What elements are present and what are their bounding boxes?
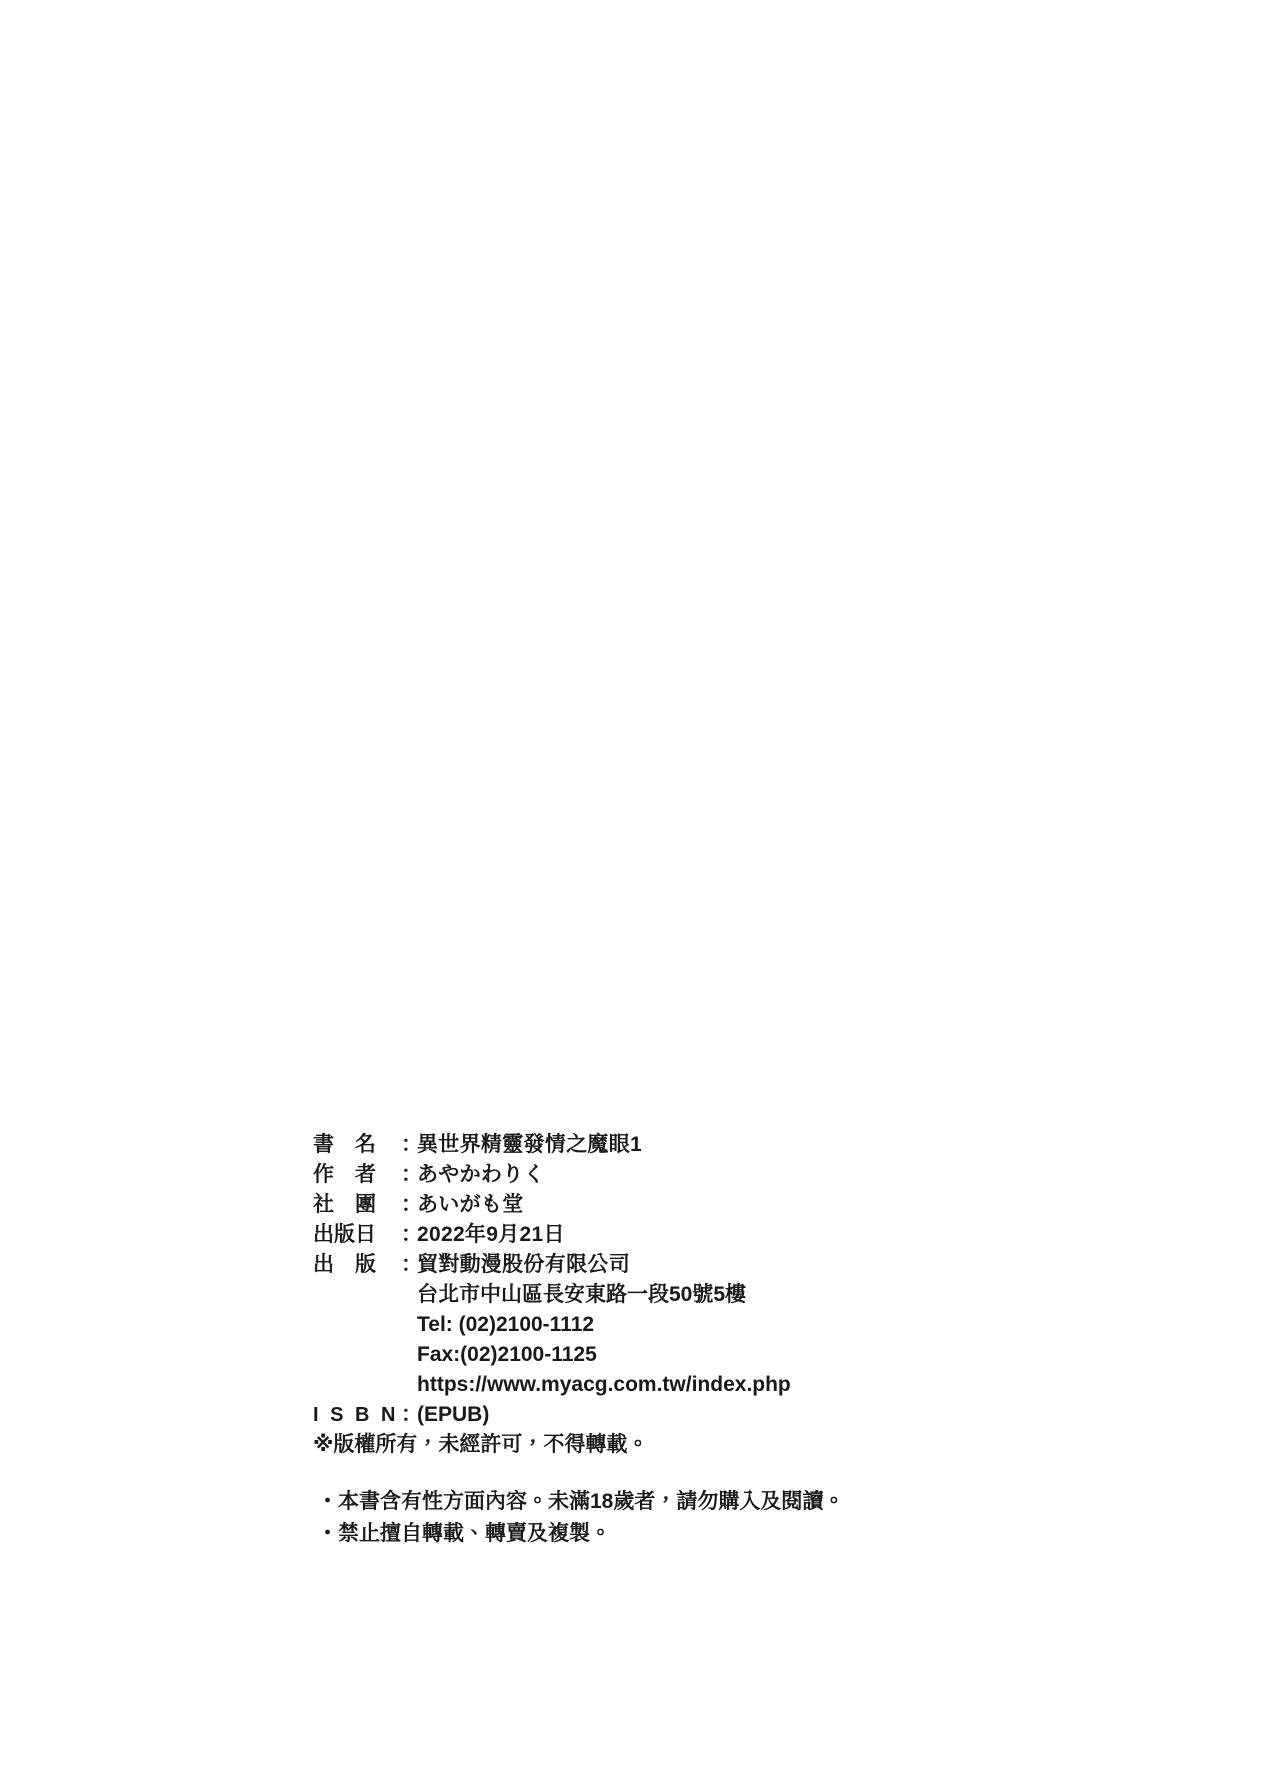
colophon-colon-circle: ： (401, 1193, 423, 1216)
publisher-indent (313, 1370, 417, 1400)
colophon-row-publisher (313, 1250, 1073, 1280)
publisher-tel-row (313, 1310, 1073, 1340)
colophon-row-title (313, 1130, 1073, 1160)
colophon-row-circle (313, 1190, 1073, 1220)
publisher-fax: Fax:(02)2100-1125 (417, 1343, 597, 1366)
publisher-fax-row (313, 1340, 1073, 1370)
colophon-row-author (313, 1160, 1073, 1190)
colophon-label-publisher: 出 版 (313, 1253, 376, 1276)
warning-no-redistribution: ・禁止擅自轉載、轉賣及複製。 (317, 1522, 611, 1545)
colophon-value-author: あやかわりく (417, 1163, 545, 1186)
copyright-notice: ※版權所有，未經許可，不得轉載。 (313, 1433, 649, 1456)
publisher-indent (313, 1280, 417, 1310)
colophon-label-isbn: I S B N (313, 1404, 399, 1426)
colophon-colon-publisher: ： (401, 1253, 423, 1276)
colophon-label-pubdate: 出版日 (313, 1223, 376, 1246)
spacer (313, 1460, 1073, 1486)
colophon-value-isbn: (EPUB) (417, 1403, 490, 1426)
publisher-address-row (313, 1280, 1073, 1310)
colophon-colon-author: ： (401, 1163, 423, 1186)
warning-adult-content: ・本書含有性方面內容。未滿18歲者，請勿購入及閱讀。 (317, 1490, 845, 1513)
colophon-colon-isbn: ： (401, 1403, 423, 1426)
publisher-website-link[interactable]: https://www.myacg.com.tw/index.php (417, 1373, 791, 1396)
colophon-value-circle: あいがも堂 (417, 1193, 524, 1216)
colophon-value-publisher: 貿對動漫股份有限公司 (417, 1253, 630, 1276)
colophon-colon-pubdate: ： (401, 1223, 423, 1246)
colophon-label-author: 作 者 (313, 1163, 376, 1186)
colophon-row-pubdate (313, 1220, 1073, 1250)
publisher-website-row (313, 1370, 1073, 1400)
colophon-row-isbn (313, 1400, 1073, 1430)
publisher-address: 台北市中山區長安東路一段50號5樓 (417, 1283, 747, 1306)
colophon-label-circle: 社 團 (313, 1193, 376, 1216)
colophon-colon-title: ： (401, 1133, 423, 1156)
colophon-value-title: 異世界精靈發情之魔眼1 (417, 1133, 642, 1156)
publisher-indent (313, 1340, 417, 1370)
colophon-value-pubdate: 2022年9月21日 (417, 1223, 565, 1246)
publisher-indent (313, 1310, 417, 1340)
publisher-tel: Tel: (02)2100-1112 (417, 1313, 595, 1336)
colophon-block (313, 1130, 1073, 1550)
colophon-label-title: 書 名 (313, 1133, 376, 1156)
